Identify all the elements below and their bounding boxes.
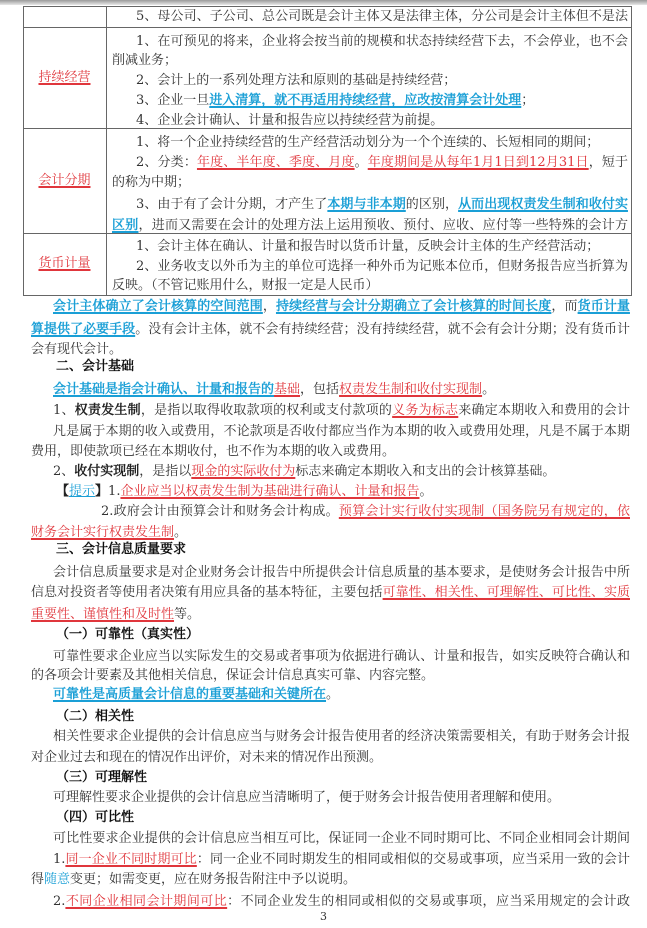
text-segment: 。没有会计主体，就不会有持续经营；没有持续经营，就不会有会计分期；没有货币计 <box>135 322 630 337</box>
text-segment: 。 <box>419 484 433 499</box>
text-segment: 的各项会计要素及其他相关信息，保证会计信息真实可靠、内容完整。 <box>31 668 435 683</box>
text-segment: 1、会计主体在确认、计量和报告时以货币计量，反映会计主体的生产经营活动； <box>136 239 600 254</box>
section-heading-line <box>56 707 630 727</box>
highlighted-text: 重要性、谨慎性和及时性 <box>31 607 175 622</box>
highlighted-text: 持续经营与会计分期确立了会计核算的时间长度 <box>275 299 552 314</box>
paragraph-line <box>101 502 630 522</box>
text-segment: 2.政府会计由预算会计和财务会计构成。 <box>101 504 339 519</box>
highlighted-text: 财务会计实行权责发生制 <box>31 525 175 540</box>
highlighted-text: 会计基础是指会计确认、计量和报告的 <box>53 382 275 397</box>
table-cell-line <box>136 257 628 277</box>
text-segment: 3、企业一旦 <box>136 93 210 108</box>
section-heading: （一）可靠性（真实性） <box>56 627 200 642</box>
text-segment: 可理解性要求企业提供的会计信息应当清晰明了，便于财务会计报告使用者理解和使用。 <box>53 790 561 805</box>
table-cell-line <box>136 237 628 257</box>
text-segment: 3、由于有了会计分期，才产生了 <box>136 197 328 212</box>
paragraph-line <box>53 380 630 400</box>
text-segment: 对企业过去和现在的情况作出评价，对未来的情况作出预测。 <box>31 750 383 765</box>
highlighted-text: 年度期间是从每年1月1日到12月31日 <box>367 155 589 170</box>
highlighted-text: 收付实现制 <box>74 464 140 479</box>
text-segment: ，进而又需要在会计的处理方法上运用预收、预付、应收、应付等一些特殊的会计方 <box>138 218 628 233</box>
highlighted-text: 进入清算，就不再适用持续经营，应改按清算会计处理 <box>209 93 522 108</box>
section-heading: （三）可理解性 <box>56 770 148 785</box>
highlighted-text: 货币计量 <box>577 299 630 314</box>
section-heading: 三、会计信息质量要求 <box>56 542 187 557</box>
table-cell-line <box>136 71 628 91</box>
paragraph-line <box>31 666 630 686</box>
highlighted-text: 可靠性是高质量会计信息的重要基础和关键所在 <box>53 687 327 702</box>
highlighted-text: 】 <box>95 484 109 499</box>
paragraph-line <box>53 892 630 912</box>
highlighted-text: 年度、半年度、季度、月度 <box>196 155 355 170</box>
highlighted-text: 企业应当以权责发生制为基础进行确认、计量和报告 <box>120 484 420 499</box>
text-segment: 变更；如需变更，应在财务报告附注中予以说明。 <box>70 872 357 887</box>
table-cell-line <box>136 91 628 111</box>
text-segment: 。 <box>354 155 368 170</box>
highlighted-text: 预算会计实行收付实现制（国务院另有规定的，依 <box>338 504 630 519</box>
paragraph-line <box>53 462 630 482</box>
table-border <box>631 6 632 296</box>
text-segment: 2、 <box>53 464 75 479</box>
text-segment: 得 <box>31 872 45 887</box>
paragraph-line <box>53 647 630 667</box>
text-segment: 。 <box>326 687 340 702</box>
highlighted-text: 本期与非本期 <box>327 197 406 212</box>
text-segment: 会计信息质量要求是对企业财务会计报告中所提供会计信息质量的基本要求，是使财务会计报告中所 <box>53 565 630 580</box>
text-segment: 反映。（不管记账用什么，财报一定是人民币） <box>112 278 379 293</box>
highlighted-text: 随意 <box>44 872 71 887</box>
highlighted-text: 义务为标志 <box>392 403 459 418</box>
highlighted-text: 区别 <box>112 218 139 233</box>
highlighted-text: 【 <box>56 484 70 499</box>
paragraph-line <box>53 685 630 705</box>
text-segment: 凡是属于本期的收入或费用，不论款项是否收付都应当作为本期的收入或费用处理，凡是不属于本期 <box>53 424 630 439</box>
text-segment: ：同一企业不同时期发生的相同或相似的交易或事项，应当采用一致的会计 <box>196 852 630 867</box>
text-segment: 削减业务； <box>112 53 178 68</box>
text-segment: ，是指以取得收取款项的权利或支付款项的 <box>140 403 393 418</box>
section-heading-line <box>56 808 630 828</box>
text-segment: 等。 <box>174 607 201 622</box>
text-segment: 可比性要求企业提供的会计信息应当相互可比，保证同一企业不同时期可比、不同企业相同会计期间 <box>53 831 630 846</box>
paragraph-line <box>53 401 630 421</box>
section-heading-line <box>56 357 630 377</box>
section-heading: 二、会计基础 <box>56 359 135 374</box>
highlighted-text: 算提供了必要手段 <box>31 322 136 337</box>
highlighted-text: 提示 <box>69 484 96 499</box>
text-segment: ：不同企业发生的相同或相似的交易或事项，应当采用规定的会计政 <box>227 894 630 909</box>
paragraph-line <box>56 482 630 502</box>
text-segment: 2. <box>53 894 66 909</box>
table-cell-line <box>136 153 628 173</box>
paragraph-line <box>53 422 630 442</box>
text-segment: 相关性要求企业提供的会计信息应当与财务会计报告使用者的经济决策需要相关，有助于财务会计报 <box>53 729 630 744</box>
paragraph-line <box>53 563 630 583</box>
text-segment: 可靠性要求企业应当以实际发生的交易或者事项为依据进行确认、计量和报告，如实反映符合确认和 <box>53 649 630 664</box>
highlighted-text: 现金的实际收付为 <box>191 464 296 479</box>
paragraph-line <box>31 583 630 603</box>
text-segment: 1、在可预见的将来，企业将会按当前的规模和状态持续经营下去，不会停业，也不会 <box>136 34 628 49</box>
text-segment: 。 <box>482 382 496 397</box>
table-cell-line <box>112 51 628 71</box>
text-segment: 2、会计上的一系列处理方法和原则的基础是持续经营； <box>136 73 457 88</box>
table-row-label: 持续经营 <box>38 69 91 85</box>
highlighted-text: 从而出现权责发生制和收付实 <box>458 197 628 212</box>
text-segment: 1. <box>53 852 66 867</box>
text-segment: 的称为中期； <box>112 175 191 190</box>
text-segment: ，而 <box>551 299 578 314</box>
table-cell-line <box>136 111 628 131</box>
table-cell-line <box>136 7 628 27</box>
paragraph-line <box>53 850 630 870</box>
section-heading-line <box>56 768 630 788</box>
paragraph-line <box>31 320 630 340</box>
text-segment: 会有现代会计。 <box>31 342 123 357</box>
text-segment: 2、分类： <box>136 155 197 170</box>
text-segment: 1. <box>108 484 121 499</box>
text-segment: ，包括 <box>300 382 340 397</box>
text-segment: ，是指以 <box>139 464 192 479</box>
text-segment: 2、业务收支以外币为主的单位可选择一种外币为记账本位币，但财务报告应当折算为 <box>136 259 628 274</box>
text-segment: 信息对投资者等使用者决策有用应具备的基本特征，主要包括 <box>31 585 383 600</box>
table-row-label: 会计分期 <box>38 172 91 188</box>
table-border <box>106 6 107 295</box>
text-segment: ， <box>262 299 276 314</box>
viewer-top-edge <box>0 0 647 5</box>
text-segment: 来确定本期收入和费用的会计 <box>458 403 630 418</box>
text-segment: 费用，即使款项已经在本期收付，也不作为本期的收入或费用。 <box>31 444 396 459</box>
paragraph-line <box>53 829 630 849</box>
text-segment: 。 <box>174 525 188 540</box>
text-segment: 1、将一个企业持续经营的生产经营活动划分为一个个连续的、长短相同的期间； <box>136 135 600 150</box>
table-row-label: 货币计量 <box>38 256 91 271</box>
table-cell-line <box>136 133 628 153</box>
paragraph-line <box>53 788 630 808</box>
paragraph-line <box>31 605 630 625</box>
highlighted-text: 会计主体确立了会计核算的空间范围 <box>53 299 263 314</box>
section-heading: （四）可比性 <box>56 810 135 825</box>
highlighted-text: 同一企业不同时期可比 <box>65 852 197 867</box>
highlighted-text: 基础 <box>274 382 301 397</box>
highlighted-text: 可靠性、相关性、可理解性、可比性、实质 <box>382 585 630 600</box>
paragraph-line <box>53 297 630 317</box>
table-border <box>23 27 631 28</box>
text-segment: ； <box>521 93 535 108</box>
text-segment: 4、企业会计确认、计量和报告应以持续经营为前提。 <box>136 113 444 128</box>
text-segment: 的区别， <box>405 197 459 212</box>
highlighted-text: 权责发生制和收付实现制 <box>339 382 483 397</box>
highlighted-text: 权责发生制 <box>74 403 141 418</box>
section-heading: （二）相关性 <box>56 709 135 724</box>
text-segment: 1、 <box>53 403 75 418</box>
highlighted-text: 不同企业相同会计期间可比 <box>65 894 228 909</box>
paragraph-line <box>31 748 630 768</box>
section-heading-line <box>56 540 630 560</box>
text-segment: 5、母公司、子公司、总公司既是会计主体又是法律主体，分公司是会计主体但不是法 <box>136 9 628 24</box>
paragraph-line <box>53 727 630 747</box>
paragraph-line <box>31 442 630 462</box>
table-border <box>23 6 24 295</box>
table-cell-line <box>136 32 628 52</box>
paragraph-line <box>31 870 630 890</box>
table-cell-line <box>112 216 628 236</box>
table-cell-line <box>136 195 628 215</box>
table-cell-line <box>112 173 628 193</box>
text-segment: ，短于 <box>588 155 628 170</box>
section-heading-line <box>56 625 630 645</box>
page-number: 3 <box>320 910 327 923</box>
text-segment: 标志来确定本期收入和支出的会计核算基础。 <box>295 464 556 479</box>
table-cell-line <box>112 276 628 296</box>
